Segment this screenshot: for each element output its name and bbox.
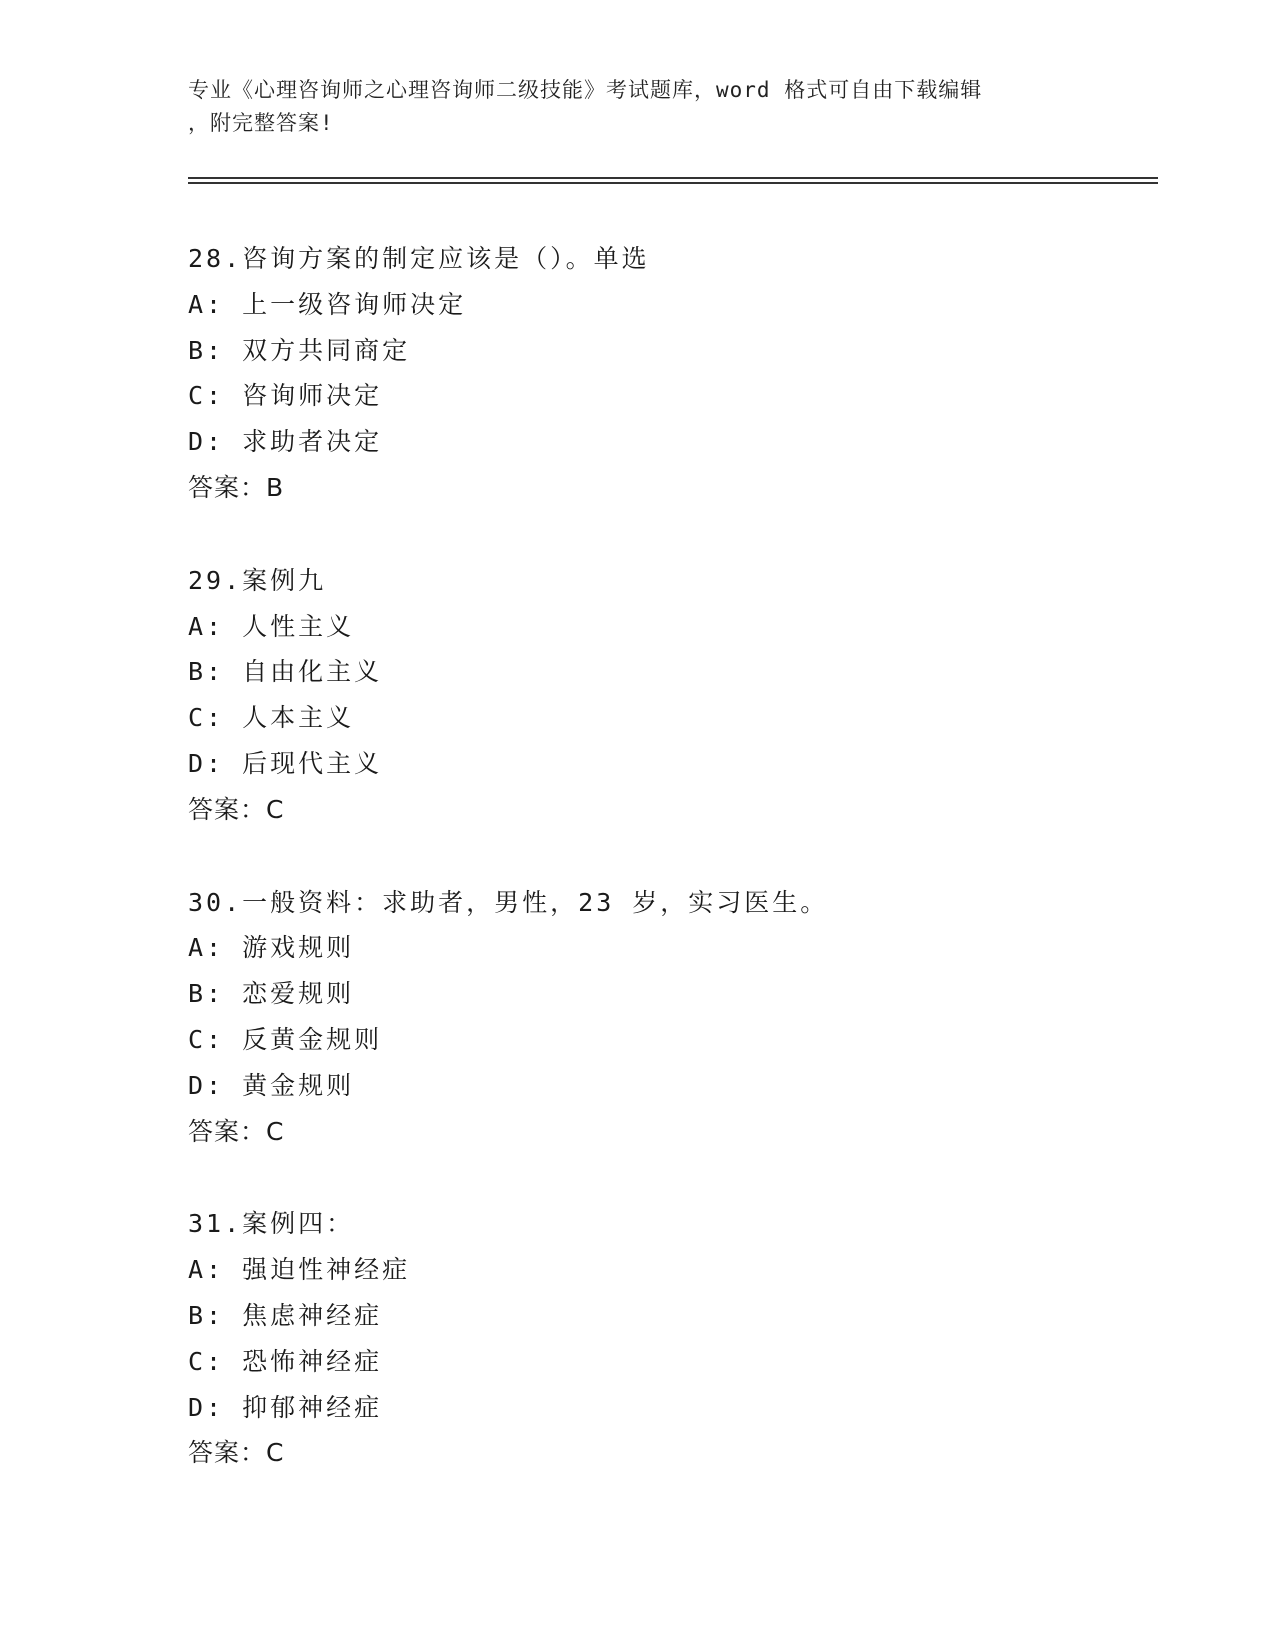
question-28 — [188, 236, 1138, 511]
question-stem: 30.一般资料：求助者，男性，23 岁，实习医生。 — [188, 887, 829, 917]
option-a: A: 上一级咨询师决定 — [188, 289, 467, 319]
option-d: D: 抑郁神经症 — [188, 1392, 383, 1422]
option-c: C: 反黄金规则 — [188, 1024, 383, 1054]
question-stem: 29.案例九 — [188, 565, 327, 595]
answer-line: 答案：B — [188, 472, 285, 502]
option-b: B: 焦虑神经症 — [188, 1300, 383, 1330]
header-line-2: ，附完整答案! — [188, 111, 334, 135]
answer-line: 答案：C — [188, 1116, 285, 1146]
header-line-1: 专业《心理咨询师之心理咨询师二级技能》考试题库，word 格式可自由下载编辑 — [188, 78, 983, 102]
answer-line: 答案：C — [188, 1438, 285, 1468]
answer-line: 答案：C — [188, 794, 285, 824]
option-b: B: 恋爱规则 — [188, 979, 355, 1009]
question-stem: 31.案例四： — [188, 1209, 355, 1239]
option-b: B: 自由化主义 — [188, 657, 383, 687]
question-31 — [188, 1201, 1138, 1476]
question-stem: 28.咨询方案的制定应该是（）。单选 — [188, 244, 650, 273]
option-a: A: 游戏规则 — [188, 933, 355, 963]
option-d: D: 求助者决定 — [188, 427, 383, 457]
option-d: D: 后现代主义 — [188, 748, 383, 778]
document-header — [188, 74, 1088, 140]
option-c: C: 人本主义 — [188, 703, 355, 733]
option-b: B: 双方共同商定 — [188, 335, 411, 365]
question-30 — [188, 880, 1138, 1155]
option-c: C: 恐怖神经症 — [188, 1346, 383, 1376]
option-d: D: 黄金规则 — [188, 1070, 355, 1100]
question-list — [188, 236, 1138, 1523]
option-c: C: 咨询师决定 — [188, 381, 383, 411]
option-a: A: 强迫性神经症 — [188, 1255, 411, 1285]
question-29 — [188, 558, 1138, 833]
header-divider-top — [188, 177, 1158, 179]
header-divider-bottom — [188, 182, 1158, 184]
option-a: A: 人性主义 — [188, 611, 355, 641]
